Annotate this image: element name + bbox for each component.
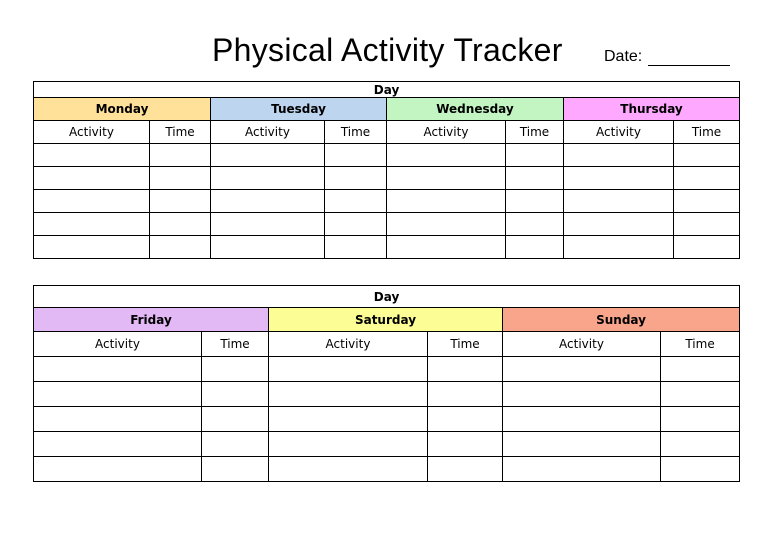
time-entry-cell[interactable]	[661, 457, 740, 482]
column-header-activity: Activity	[34, 121, 150, 144]
entry-row	[34, 213, 740, 236]
activity-entry-cell[interactable]	[269, 457, 428, 482]
time-entry-cell[interactable]	[661, 382, 740, 407]
activity-entry-cell[interactable]	[387, 236, 506, 259]
activity-entry-cell[interactable]	[269, 407, 428, 432]
activity-entry-cell[interactable]	[387, 190, 506, 213]
time-entry-cell[interactable]	[325, 190, 387, 213]
entry-row	[34, 144, 740, 167]
activity-entry-cell[interactable]	[503, 407, 661, 432]
day-header-monday: Monday	[34, 98, 211, 121]
time-entry-cell[interactable]	[428, 432, 503, 457]
time-entry-cell[interactable]	[674, 144, 740, 167]
time-entry-cell[interactable]	[150, 190, 211, 213]
day-header-friday: Friday	[34, 308, 269, 332]
activity-entry-cell[interactable]	[564, 144, 674, 167]
time-entry-cell[interactable]	[428, 407, 503, 432]
time-entry-cell[interactable]	[674, 190, 740, 213]
activity-entry-cell[interactable]	[211, 190, 325, 213]
entry-row	[34, 357, 740, 382]
entry-row	[34, 236, 740, 259]
time-entry-cell[interactable]	[325, 236, 387, 259]
time-entry-cell[interactable]	[202, 457, 269, 482]
weekday-tracker-table	[33, 81, 740, 259]
time-entry-cell[interactable]	[202, 382, 269, 407]
time-entry-cell[interactable]	[150, 144, 211, 167]
time-entry-cell[interactable]	[202, 357, 269, 382]
entry-row	[34, 407, 740, 432]
page-title: Physical Activity Tracker	[212, 32, 563, 68]
activity-entry-cell[interactable]	[269, 432, 428, 457]
activity-entry-cell[interactable]	[387, 144, 506, 167]
day-header-saturday: Saturday	[269, 308, 503, 332]
activity-entry-cell[interactable]	[34, 357, 202, 382]
time-entry-cell[interactable]	[202, 432, 269, 457]
weekend-tracker-table	[33, 285, 740, 482]
time-entry-cell[interactable]	[150, 213, 211, 236]
entry-row	[34, 167, 740, 190]
column-header-time: Time	[428, 332, 503, 357]
activity-entry-cell[interactable]	[34, 167, 150, 190]
time-entry-cell[interactable]	[674, 167, 740, 190]
activity-entry-cell[interactable]	[503, 457, 661, 482]
column-header-activity: Activity	[269, 332, 428, 357]
date-label: Date:	[604, 48, 643, 65]
time-entry-cell[interactable]	[506, 236, 564, 259]
date-blank-line[interactable]	[648, 49, 730, 66]
time-entry-cell[interactable]	[506, 144, 564, 167]
activity-entry-cell[interactable]	[387, 167, 506, 190]
activity-entry-cell[interactable]	[387, 213, 506, 236]
column-header-activity: Activity	[564, 121, 674, 144]
activity-entry-cell[interactable]	[34, 407, 202, 432]
activity-entry-cell[interactable]	[34, 382, 202, 407]
time-entry-cell[interactable]	[506, 167, 564, 190]
time-entry-cell[interactable]	[150, 167, 211, 190]
entry-row	[34, 190, 740, 213]
column-header-time: Time	[674, 121, 740, 144]
time-entry-cell[interactable]	[661, 432, 740, 457]
day-header-wednesday: Wednesday	[387, 98, 564, 121]
activity-entry-cell[interactable]	[34, 457, 202, 482]
time-entry-cell[interactable]	[661, 407, 740, 432]
column-header-time: Time	[325, 121, 387, 144]
column-header-activity: Activity	[211, 121, 325, 144]
column-header-time: Time	[661, 332, 740, 357]
day-header-tuesday: Tuesday	[211, 98, 387, 121]
column-header-activity: Activity	[503, 332, 661, 357]
activity-entry-cell[interactable]	[34, 236, 150, 259]
time-entry-cell[interactable]	[202, 407, 269, 432]
activity-entry-cell[interactable]	[34, 144, 150, 167]
activity-entry-cell[interactable]	[34, 190, 150, 213]
activity-entry-cell[interactable]	[211, 144, 325, 167]
activity-entry-cell[interactable]	[564, 236, 674, 259]
day-group-header: Day	[34, 82, 740, 98]
column-header-time: Time	[202, 332, 269, 357]
time-entry-cell[interactable]	[325, 213, 387, 236]
time-entry-cell[interactable]	[150, 236, 211, 259]
activity-entry-cell[interactable]	[503, 432, 661, 457]
column-header-activity: Activity	[387, 121, 506, 144]
activity-entry-cell[interactable]	[269, 357, 428, 382]
column-header-time: Time	[150, 121, 211, 144]
activity-entry-cell[interactable]	[34, 213, 150, 236]
time-entry-cell[interactable]	[325, 144, 387, 167]
entry-row	[34, 432, 740, 457]
time-entry-cell[interactable]	[506, 190, 564, 213]
date-field	[604, 48, 730, 66]
time-entry-cell[interactable]	[325, 167, 387, 190]
activity-entry-cell[interactable]	[211, 167, 325, 190]
column-header-activity: Activity	[34, 332, 202, 357]
day-group-header: Day	[34, 286, 740, 308]
activity-entry-cell[interactable]	[211, 213, 325, 236]
column-header-time: Time	[506, 121, 564, 144]
activity-entry-cell[interactable]	[503, 357, 661, 382]
time-entry-cell[interactable]	[674, 236, 740, 259]
activity-entry-cell[interactable]	[564, 213, 674, 236]
day-header-sunday: Sunday	[503, 308, 740, 332]
activity-entry-cell[interactable]	[211, 236, 325, 259]
time-entry-cell[interactable]	[674, 213, 740, 236]
time-entry-cell[interactable]	[428, 357, 503, 382]
entry-row	[34, 382, 740, 407]
time-entry-cell[interactable]	[506, 213, 564, 236]
activity-entry-cell[interactable]	[564, 190, 674, 213]
time-entry-cell[interactable]	[428, 382, 503, 407]
activity-entry-cell[interactable]	[564, 167, 674, 190]
time-entry-cell[interactable]	[661, 357, 740, 382]
time-entry-cell[interactable]	[428, 457, 503, 482]
activity-entry-cell[interactable]	[34, 432, 202, 457]
entry-row	[34, 457, 740, 482]
activity-entry-cell[interactable]	[269, 382, 428, 407]
day-header-thursday: Thursday	[564, 98, 740, 121]
activity-entry-cell[interactable]	[503, 382, 661, 407]
